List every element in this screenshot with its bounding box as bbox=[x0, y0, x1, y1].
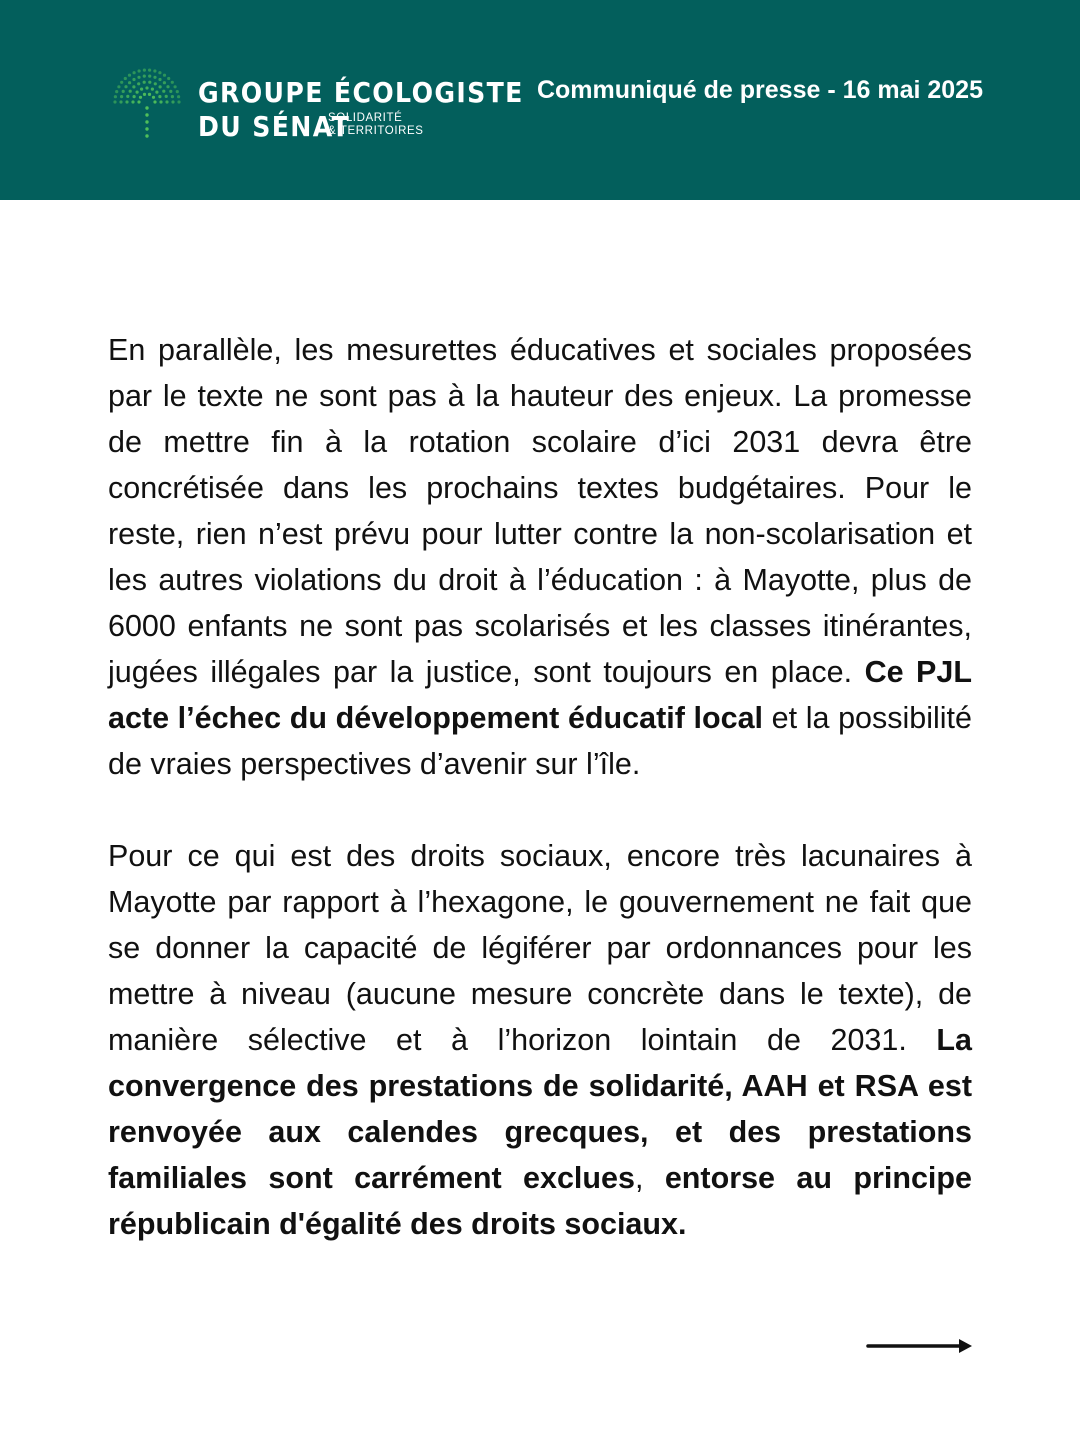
paragraph-social-rights bbox=[108, 833, 972, 1247]
group-logo bbox=[108, 66, 524, 146]
logo-title-line1: GROUPE ÉCOLOGISTE bbox=[198, 76, 524, 109]
paragraph-text: , bbox=[634, 1161, 665, 1195]
press-release-date: Communiqué de presse - 16 mai 2025 bbox=[536, 76, 983, 104]
paragraph-emphasis: Ce PJL acte l’échec du développement éducatif local bbox=[108, 655, 972, 735]
parliament-dots-icon bbox=[108, 66, 186, 142]
logo-subtitle-line2: & TERRITOIRES bbox=[328, 125, 424, 137]
article-body bbox=[108, 327, 972, 1247]
logo-subtitle-line1: SOLIDARITÉ bbox=[328, 112, 403, 124]
paragraph-text: En parallèle, les mesurettes éducatives et sociales proposées par le texte ne sont pas à la hauteur des enjeux. La promesse de mettre fin à la rotation scolaire d’ici 2031 devra être concrétisée dans les prochains textes budgétaires. Pour le reste, rien n’est prévu pour lutter contre la non-scolarisation et les autres violations du droit à l’éducation : à Mayotte, plus de 6000 enfants ne sont pas scolarisés et les classes itinérantes, jugées illégales par la justice, sont toujours en place. bbox=[108, 333, 972, 689]
paragraph-text: Pour ce qui est des droits sociaux, encore très lacunaires à Mayotte par rapport à l’hexagone, le gouvernement ne fait que se donner la capacité de légiférer par ordonnances pour les mettre à niveau (aucune mesure concrète dans le texte), de manière sélective et à l’horizon lointain de 2031. bbox=[108, 839, 972, 1057]
paragraph-text: et la possibilité de vraies perspectives d’avenir sur l’île. bbox=[108, 701, 972, 781]
header-banner bbox=[0, 0, 1080, 200]
logo-title-line2: DU SÉNAT bbox=[198, 110, 351, 143]
arrow-right-icon[interactable] bbox=[866, 1336, 974, 1356]
logo-subtitle bbox=[328, 112, 424, 138]
paragraph-emphasis: entorse au principe républicain d'égalité des droits sociaux. bbox=[108, 1161, 972, 1241]
paragraph-emphasis: La convergence des prestations de solidarité, AAH et RSA est renvoyée aux calendes grecques, et des prestations familiales sont carrément exclues bbox=[108, 1023, 972, 1195]
paragraph-education bbox=[108, 327, 972, 787]
